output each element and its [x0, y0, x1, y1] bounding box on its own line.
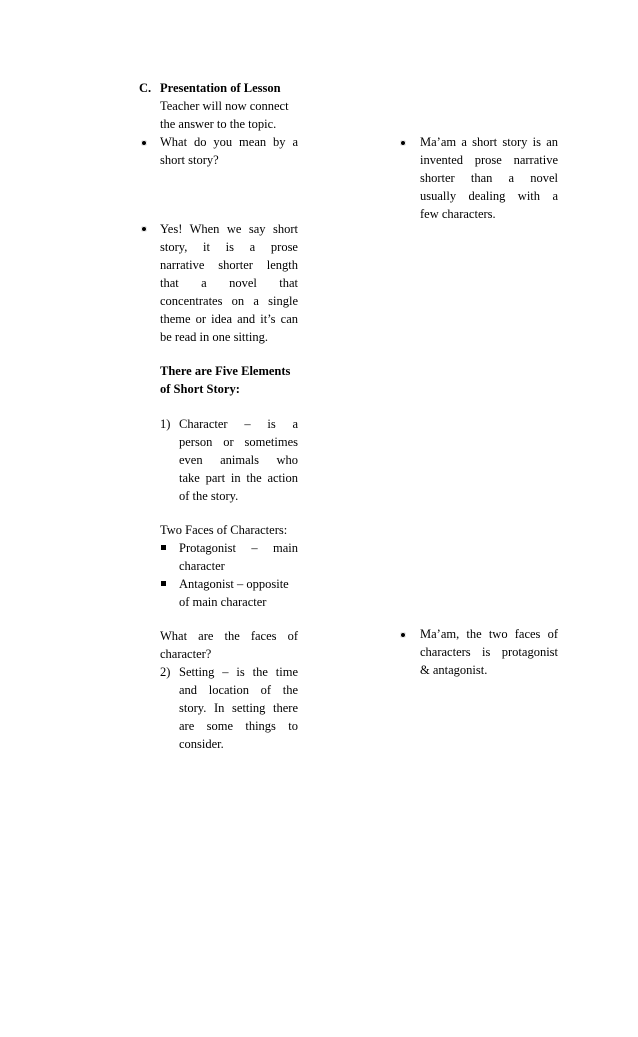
setting-line: and location of the [179, 683, 298, 697]
definition-line: be read in one sitting. [160, 330, 268, 344]
definition-line: story, it is a prose [160, 240, 298, 254]
character-line: person or sometimes [179, 435, 298, 449]
face-antagonist: Antagonist – opposite [179, 577, 289, 591]
elements-heading: There are Five Elements [160, 364, 291, 378]
intro-line: the answer to the topic. [160, 117, 277, 131]
bullet-icon [400, 140, 406, 146]
character-line: even animals who [179, 453, 298, 467]
student-answer-line: usually dealing with a [420, 189, 558, 203]
bullet-icon [141, 226, 147, 232]
section-letter: C. [139, 81, 152, 95]
student-answer-line: Ma’am, the two faces of [420, 627, 558, 641]
setting-line: consider. [179, 737, 224, 751]
item-number: 1) [160, 417, 171, 431]
teacher-question-line: What do you mean by a [160, 135, 298, 149]
definition-line: theme or idea and it’s can [160, 312, 298, 326]
teacher-question-line: What are the faces of [160, 629, 298, 643]
student-answer-line: shorter than a novel [420, 171, 558, 185]
section-title: Presentation of Lesson [160, 81, 281, 95]
elements-heading: of Short Story: [160, 382, 240, 396]
student-answer-line: characters is protagonist [420, 645, 558, 659]
bullet-icon [400, 632, 406, 638]
character-line: of the story. [179, 489, 239, 503]
teacher-question-line: short story? [160, 153, 219, 167]
student-answer-line: invented prose narrative [420, 153, 558, 167]
item-number: 2) [160, 665, 171, 679]
character-line: take part in the action [179, 471, 298, 485]
character-line: Character – is a [179, 417, 298, 431]
setting-line: story. In setting there [179, 701, 298, 715]
definition-line: Yes! When we say short [160, 222, 298, 236]
face-protagonist: Protagonist – main [179, 541, 298, 555]
two-faces-heading: Two Faces of Characters: [160, 523, 288, 537]
bullet-icon [141, 140, 147, 146]
student-answer-line: few characters. [420, 207, 496, 221]
definition-line: that a novel that [160, 276, 298, 290]
teacher-question-line: character? [160, 647, 212, 661]
square-bullet-icon [161, 545, 166, 550]
setting-line: Setting – is the time [179, 665, 298, 679]
definition-line: concentrates on a single [160, 294, 298, 308]
student-answer-line: & antagonist. [420, 663, 488, 677]
face-protagonist: character [179, 559, 225, 573]
intro-line: Teacher will now connect [160, 99, 289, 113]
face-antagonist: of main character [179, 595, 267, 609]
setting-line: are some things to [179, 719, 298, 733]
definition-line: narrative shorter length [160, 258, 298, 272]
student-answer-line: Ma’am a short story is an [420, 135, 558, 149]
square-bullet-icon [161, 581, 166, 586]
